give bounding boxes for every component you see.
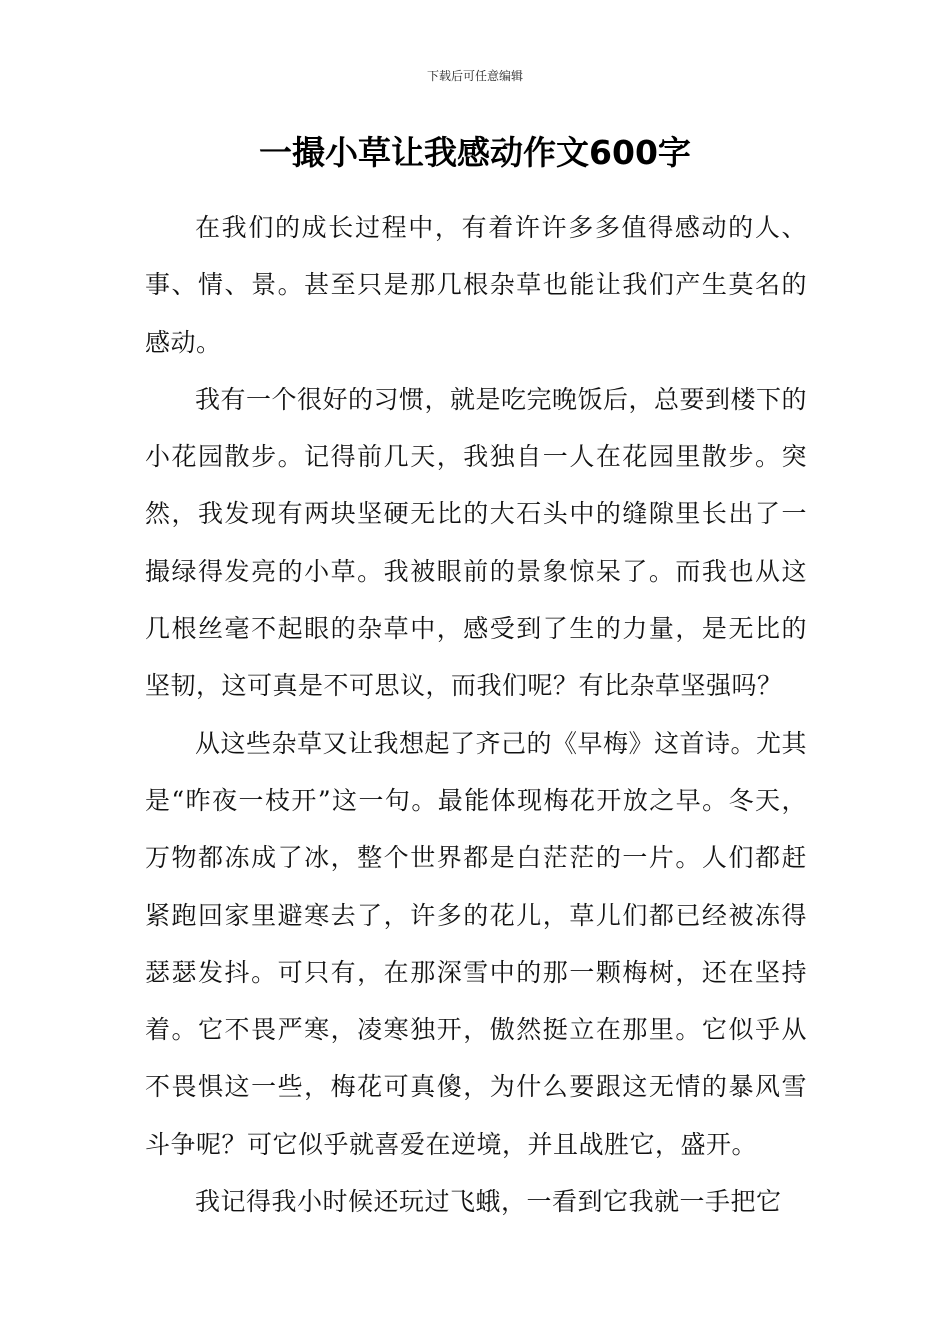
paragraph: 我有一个很好的习惯，就是吃完晚饭后，总要到楼下的小花园散步。记得前几天，我独自一人在花园里散步。突然，我发现有两块坚硬无比的大石头中的缝隙里长出了一撮绿得发亮的小草。我被眼前的景象惊呆了。而我也从这几根丝毫不起眼的杂草中，感受到了生的力量，是无比的坚韧，这可真是不可思议，而我们呢？有比杂草坚强吗？: [145, 384, 808, 701]
paragraph: 在我们的成长过程中，有着许许多多值得感动的人、事、情、景。甚至只是那几根杂草也能让我们产生莫名的感动。: [145, 213, 807, 357]
header-note: 下载后可任意编辑: [426, 69, 523, 83]
document-body: [145, 199, 807, 1230]
paragraph: 从这些杂草又让我想起了齐己的《早梅》这首诗。尤其是“昨夜一枝开”这一句。最能体现梅花开放之早。冬天，万物都冻成了冰，整个世界都是白茫茫的一片。人们都赶紧跑回家里避寒去了，许多的花儿，草儿们都已经被冻得瑟瑟发抖。可只有，在那深雪中的那一颗梅树，还在坚持着。它不畏严寒，凌寒独开，傲然挺立在那里。它似乎从不畏惧这一些，梅花可真傻，为什么要跟这无情的暴风雪斗争呢？可它似乎就喜爱在逆境，并且战胜它，盛开。: [145, 728, 808, 1159]
document-title: 一撮小草让我感动作文600字: [259, 133, 691, 172]
paragraph: 我记得我小时候还玩过飞蛾，一看到它我就一手把它: [195, 1187, 782, 1217]
